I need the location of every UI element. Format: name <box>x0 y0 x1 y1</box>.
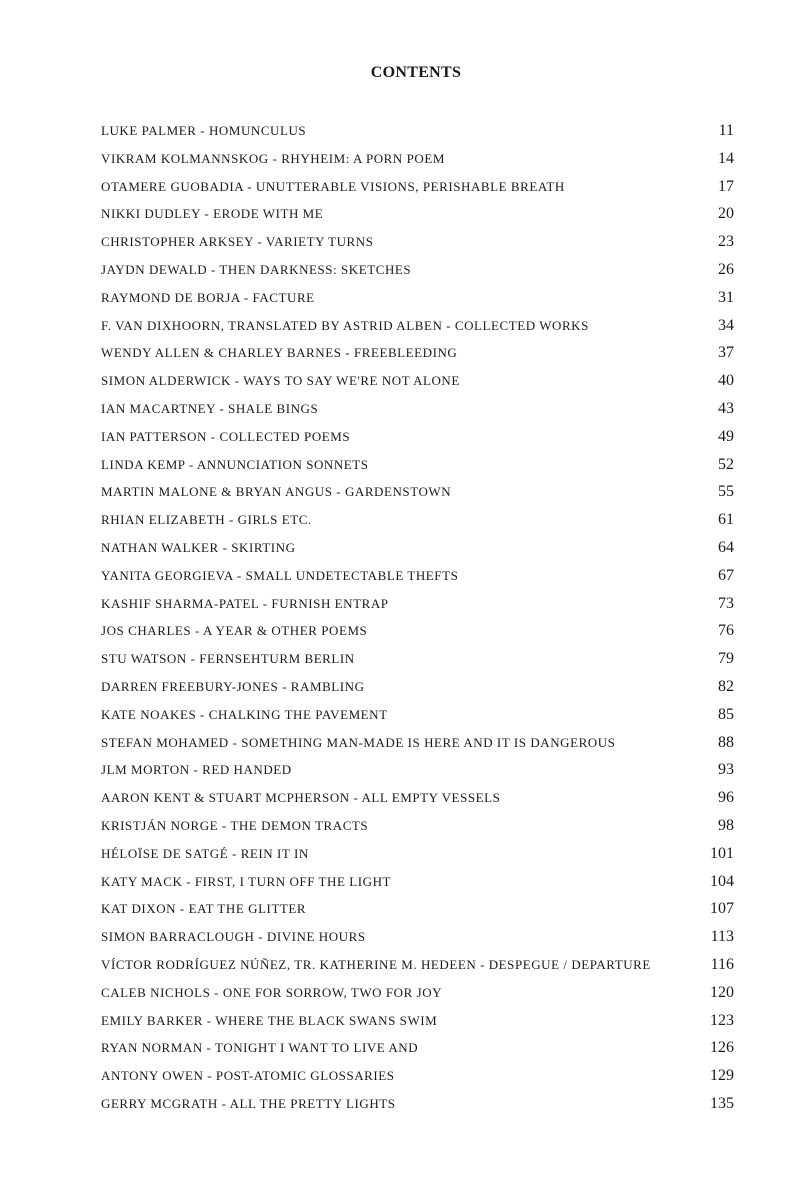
toc-entry-title: MARTIN MALONE & BRYAN ANGUS - GARDENSTOWN <box>101 484 452 500</box>
toc-entry-title: IAN MACARTNEY - SHALE BINGS <box>101 400 319 416</box>
toc-entry-page-number: 79 <box>718 650 734 668</box>
toc-entry-title: RYAN NORMAN - TONIGHT I WANT TO LIVE AND <box>101 1040 419 1056</box>
toc-entry <box>101 868 734 896</box>
toc-entry-title: F. VAN DIXHOORN, TRANSLATED BY ASTRID ALBEN - COLLECTED WORKS <box>101 317 589 333</box>
toc-entry <box>101 339 734 367</box>
toc-entry <box>101 590 734 618</box>
toc-entry-title: VÍCTOR RODRÍGUEZ NÚÑEZ, TR. KATHERINE M. HEDEEN - DESPEGUE / DEPARTURE <box>101 956 651 972</box>
toc-entry-page-number: 49 <box>718 427 734 445</box>
toc-entry-page-number: 17 <box>718 177 734 195</box>
toc-entry-title: ANTONY OWEN - POST-ATOMIC GLOSSARIES <box>101 1068 395 1084</box>
toc-entry <box>101 645 734 673</box>
toc-entry-page-number: 20 <box>718 205 734 223</box>
toc-entry-page-number: 101 <box>710 844 734 862</box>
toc-entry-title: OTAMERE GUOBADIA - UNUTTERABLE VISIONS, PERISHABLE BREATH <box>101 178 565 194</box>
toc-entry-page-number: 104 <box>710 872 734 890</box>
toc-entry <box>101 840 734 868</box>
toc-entry <box>101 979 734 1007</box>
toc-entry-page-number: 31 <box>718 288 734 306</box>
toc-entry-title: WENDY ALLEN & CHARLEY BARNES - FREEBLEEDING <box>101 345 458 361</box>
toc-entry <box>101 395 734 423</box>
toc-entry <box>101 673 734 701</box>
toc-entry <box>101 478 734 506</box>
toc-entry-title: KATY MACK - FIRST, I TURN OFF THE LIGHT <box>101 873 392 889</box>
toc-entry-title: NIKKI DUDLEY - ERODE WITH ME <box>101 206 324 222</box>
toc-entry-page-number: 85 <box>718 705 734 723</box>
toc-entry-title: KATE NOAKES - CHALKING THE PAVEMENT <box>101 706 388 722</box>
toc-entry-title: HÉLOÏSE DE SATGÉ - REIN IT IN <box>101 845 309 861</box>
toc-entry-title: DARREN FREEBURY-JONES - RAMBLING <box>101 678 365 694</box>
toc-entry-title: AARON KENT & STUART MCPHERSON - ALL EMPTY VESSELS <box>101 790 501 806</box>
toc-entry-title: JAYDN DEWALD - THEN DARKNESS: SKETCHES <box>101 261 412 277</box>
toc-entry-page-number: 135 <box>710 1094 734 1112</box>
toc-entry <box>101 756 734 784</box>
toc-entry-title: VIKRAM KOLMANNSKOG - RHYHEIM: A PORN POEM <box>101 150 445 166</box>
toc-entry <box>101 895 734 923</box>
toc-entry <box>101 367 734 395</box>
toc-entry-page-number: 73 <box>718 594 734 612</box>
toc-entry-page-number: 34 <box>718 316 734 334</box>
toc-entry-page-number: 129 <box>710 1067 734 1085</box>
toc-entry <box>101 506 734 534</box>
toc-entry-title: NATHAN WALKER - SKIRTING <box>101 539 296 555</box>
toc-entry-page-number: 120 <box>710 983 734 1001</box>
toc-entry <box>101 534 734 562</box>
toc-entry-title: GERRY MCGRATH - ALL THE PRETTY LIGHTS <box>101 1095 396 1111</box>
toc-entry <box>101 617 734 645</box>
toc-entry <box>101 1062 734 1090</box>
toc-entry <box>101 1007 734 1035</box>
toc-entry <box>101 784 734 812</box>
toc-entry <box>101 1090 734 1118</box>
toc-entry <box>101 701 734 729</box>
toc-entry-title: EMILY BARKER - WHERE THE BLACK SWANS SWIM <box>101 1012 438 1028</box>
toc-entry-title: LINDA KEMP - ANNUNCIATION SONNETS <box>101 456 369 472</box>
toc-entry-title: RAYMOND DE BORJA - FACTURE <box>101 289 315 305</box>
toc-entry <box>101 200 734 228</box>
toc-entry-page-number: 93 <box>718 761 734 779</box>
toc-entry-title: CALEB NICHOLS - ONE FOR SORROW, TWO FOR JOY <box>101 984 443 1000</box>
page-title-text: CONTENTS <box>370 64 462 81</box>
toc-entry-title: JLM MORTON - RED HANDED <box>101 762 292 778</box>
toc-entry <box>101 812 734 840</box>
toc-entry-page-number: 113 <box>710 928 734 946</box>
toc-entry-page-number: 37 <box>718 344 734 362</box>
toc-entry <box>101 423 734 451</box>
toc-entry <box>101 951 734 979</box>
toc-entry-page-number: 98 <box>718 816 734 834</box>
toc-entry-title: KASHIF SHARMA-PATEL - FURNISH ENTRAP <box>101 595 389 611</box>
toc-entry-page-number: 96 <box>718 789 734 807</box>
toc-entry-title: STU WATSON - FERNSEHTURM BERLIN <box>101 651 355 667</box>
toc-entry <box>101 562 734 590</box>
toc-entry-title: SIMON BARRACLOUGH - DIVINE HOURS <box>101 929 366 945</box>
toc-entry-page-number: 67 <box>718 566 734 584</box>
page-title <box>0 64 800 82</box>
toc-entry <box>101 312 734 340</box>
table-of-contents <box>101 117 734 1118</box>
toc-entry-page-number: 23 <box>718 233 734 251</box>
toc-entry-title: YANITA GEORGIEVA - SMALL UNDETECTABLE THEFTS <box>101 567 459 583</box>
toc-entry-page-number: 55 <box>718 483 734 501</box>
toc-entry <box>101 451 734 479</box>
toc-entry <box>101 729 734 757</box>
toc-entry-title: STEFAN MOHAMED - SOMETHING MAN-MADE IS HERE AND IT IS DANGEROUS <box>101 734 616 750</box>
toc-entry-page-number: 126 <box>710 1039 734 1057</box>
toc-entry-page-number: 123 <box>710 1011 734 1029</box>
toc-entry-page-number: 82 <box>718 677 734 695</box>
toc-entry-page-number: 76 <box>718 622 734 640</box>
toc-entry-title: SIMON ALDERWICK - WAYS TO SAY WE'RE NOT ALONE <box>101 373 460 389</box>
toc-entry-page-number: 88 <box>718 733 734 751</box>
toc-entry <box>101 256 734 284</box>
toc-entry-title: RHIAN ELIZABETH - GIRLS ETC. <box>101 512 312 528</box>
toc-entry <box>101 228 734 256</box>
toc-entry-page-number: 43 <box>718 399 734 417</box>
toc-entry-title: KRISTJÁN NORGE - THE DEMON TRACTS <box>101 817 369 833</box>
toc-entry-page-number: 61 <box>718 511 734 529</box>
toc-entry-page-number: 14 <box>718 149 734 167</box>
toc-entry-title: LUKE PALMER - HOMUNCULUS <box>101 123 307 138</box>
toc-entry <box>101 1034 734 1062</box>
toc-entry-page-number: 40 <box>718 372 734 390</box>
toc-entry-page-number: 116 <box>710 955 734 973</box>
toc-entry-title: KAT DIXON - EAT THE GLITTER <box>101 901 307 917</box>
toc-entry-page-number: 52 <box>718 455 734 473</box>
toc-entry-title: CHRISTOPHER ARKSEY - VARIETY TURNS <box>101 234 374 250</box>
toc-entry <box>101 923 734 951</box>
toc-entry <box>101 284 734 312</box>
toc-entry <box>101 117 734 145</box>
toc-entry-page-number: 26 <box>718 260 734 278</box>
toc-entry <box>101 173 734 201</box>
toc-entry-title: IAN PATTERSON - COLLECTED POEMS <box>101 428 351 444</box>
toc-entry-page-number: 11 <box>718 122 734 139</box>
toc-entry-page-number: 107 <box>710 900 734 918</box>
toc-entry <box>101 145 734 173</box>
toc-entry-title: JOS CHARLES - A YEAR & OTHER POEMS <box>101 623 368 639</box>
toc-entry-page-number: 64 <box>718 538 734 556</box>
